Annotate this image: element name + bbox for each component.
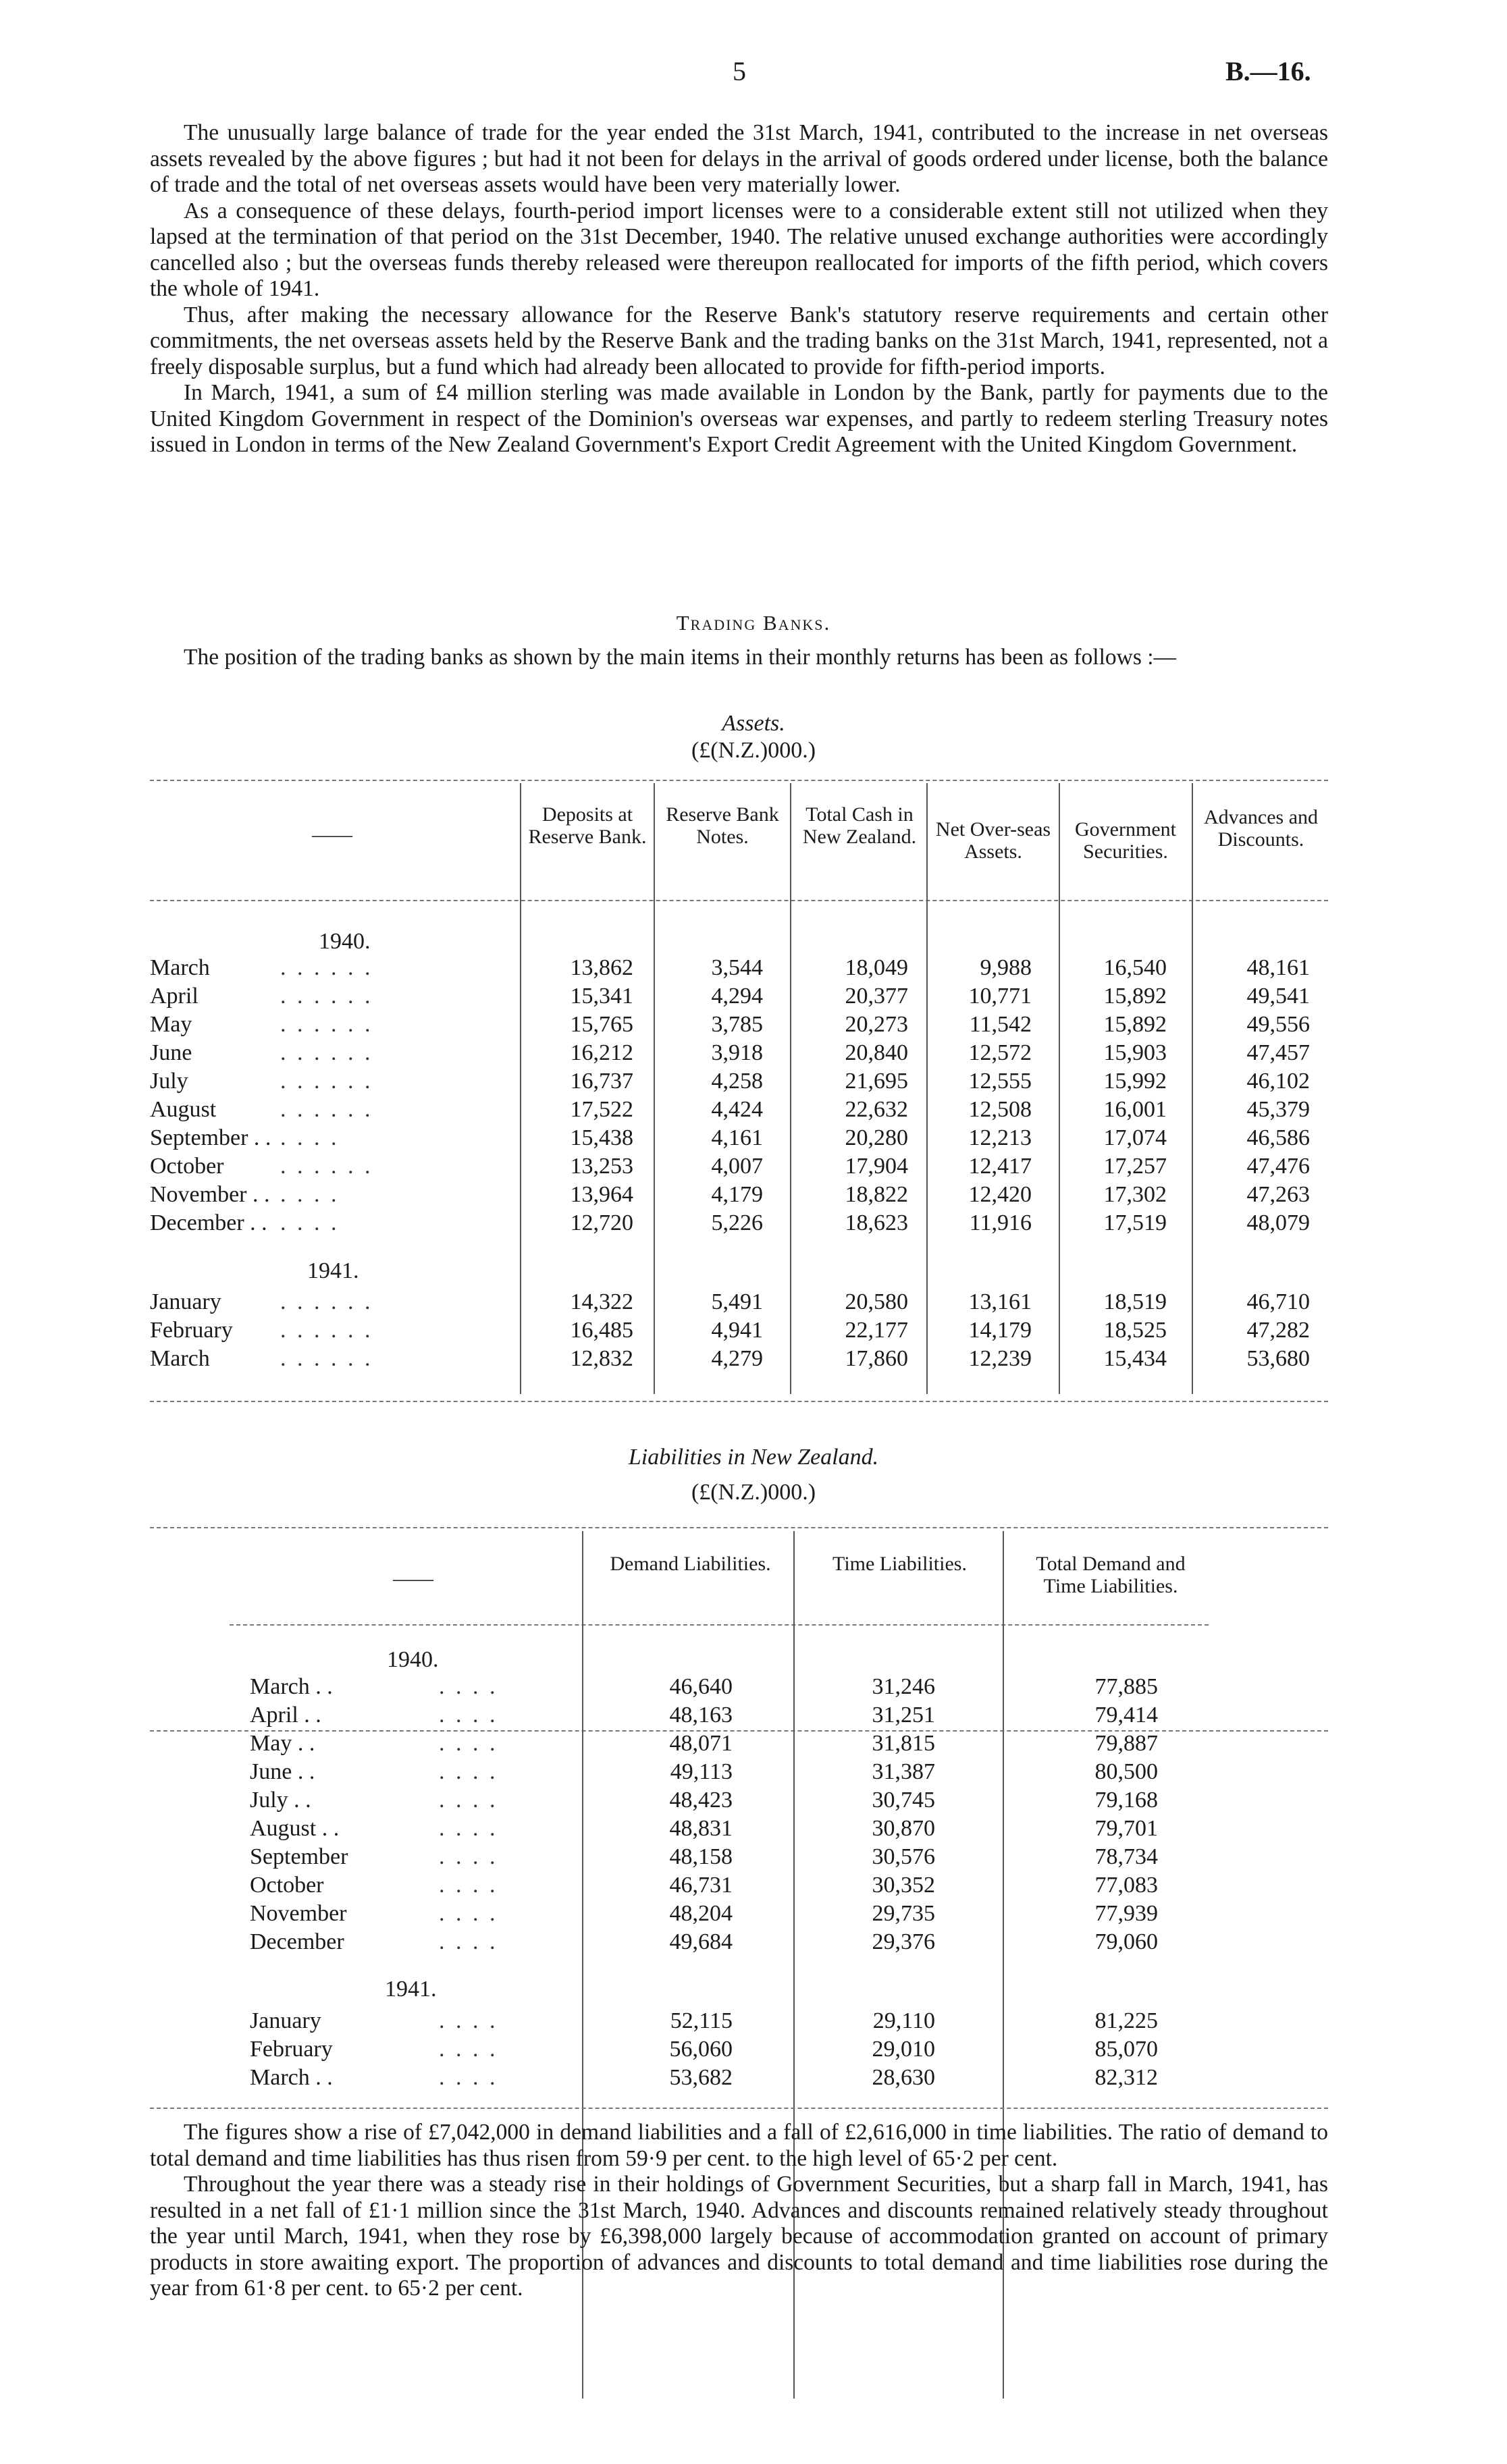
row-label: February — [250, 2037, 333, 2062]
assets-value-cell: 4,941 — [711, 1318, 763, 1343]
assets-value-cell: 4,424 — [711, 1097, 763, 1122]
assets-value-cell: 4,258 — [711, 1069, 763, 1094]
leader-dots: . . . . — [439, 1703, 498, 1728]
leader-dots: . . . . . . — [280, 955, 373, 980]
paragraph: The position of the trading banks as shown by the main items in their monthly returns has been as follows :— — [184, 645, 1177, 670]
table-row — [0, 1759, 1507, 1788]
liabilities-value-cell: 29,376 — [872, 1929, 935, 1954]
liabilities-value-cell: 52,115 — [670, 2008, 733, 2033]
table-row — [0, 1346, 1507, 1374]
leader-dots: . . . . — [280, 1210, 340, 1235]
assets-value-cell: 17,074 — [1103, 1125, 1167, 1150]
table-rule — [150, 900, 1328, 901]
assets-value-cell: 12,213 — [968, 1125, 1032, 1150]
assets-value-cell: 12,832 — [570, 1346, 633, 1371]
assets-value-cell: 3,544 — [711, 955, 763, 980]
liabilities-value-cell: 31,387 — [872, 1759, 935, 1784]
liabilities-value-cell: 48,423 — [669, 1788, 733, 1813]
assets-value-cell: 12,417 — [968, 1154, 1032, 1179]
assets-value-cell: 12,720 — [570, 1210, 633, 1235]
liabilities-value-cell: 77,939 — [1094, 1901, 1158, 1926]
paragraph: The unusually large balance of trade for the year ended the 31st March, 1941, contributed to the increase in net overseas assets revealed by the above figures ; but had it not been for delays in the arrival of goods ordered under license, both the balance of trade and the total of net overseas assets would have been very materially lower. — [150, 120, 1328, 197]
liabilities-value-cell: 30,352 — [872, 1873, 935, 1898]
assets-value-cell: 13,964 — [570, 1182, 633, 1207]
column-header: Total Demand and Time Liabilities. — [1036, 1553, 1186, 1597]
assets-value-cell: 3,785 — [711, 1012, 763, 1037]
liabilities-value-cell: 80,500 — [1094, 1759, 1158, 1784]
row-label: May . . — [250, 1731, 315, 1756]
liabilities-value-cell: 31,251 — [872, 1703, 935, 1728]
leader-dots: . . . . . . — [280, 1069, 373, 1094]
row-label: March . . — [250, 1674, 333, 1699]
assets-value-cell: 5,491 — [711, 1289, 763, 1314]
paragraph: Thus, after making the necessary allowance for the Reserve Bank's statutory reserve requirements and certain other commitments, the net overseas assets held by the Reserve Bank and the trading banks on the 31st March, 1941, represented, not a freely disposable surplus, but a fund which had already been allocated to provide for fifth-period imports. — [150, 302, 1328, 379]
paragraph: As a consequence of these delays, fourth-period import licenses were to a considerable extent still not utilized when they lapsed at the termination of that period on the 31st December, 1940. The relative unused exchange authorities were accordingly cancelled also ; but the overseas funds thereby released were thereupon reallocated for imports of the fifth period, which covers the whole of 1941. — [150, 198, 1328, 301]
assets-value-cell: 20,377 — [845, 984, 908, 1009]
assets-value-cell: 15,992 — [1103, 1069, 1167, 1094]
liabilities-value-cell: 81,225 — [1094, 2008, 1158, 2033]
leader-dots: . . . . — [439, 1901, 498, 1926]
table-row — [0, 1901, 1507, 1929]
section-intro — [150, 645, 1328, 671]
page-number: 5 — [733, 56, 746, 86]
assets-value-cell: 15,341 — [570, 984, 633, 1009]
assets-value-cell: 12,239 — [968, 1346, 1032, 1371]
assets-value-cell: 12,572 — [968, 1040, 1032, 1065]
assets-value-cell: 17,904 — [845, 1154, 908, 1179]
table-row — [0, 1731, 1507, 1759]
assets-value-cell: 4,179 — [711, 1182, 763, 1207]
table-row — [0, 1069, 1507, 1097]
assets-value-cell: 47,476 — [1246, 1154, 1310, 1179]
row-label: May — [150, 1012, 192, 1037]
column-header: Demand Liabilities. — [610, 1553, 771, 1575]
row-label: December — [250, 1929, 344, 1954]
assets-value-cell: 48,079 — [1246, 1210, 1310, 1235]
assets-value-cell: 15,434 — [1103, 1346, 1167, 1371]
column-header: Advances and Discounts. — [1203, 806, 1319, 851]
assets-value-cell: 45,379 — [1246, 1097, 1310, 1122]
table-row — [0, 1873, 1507, 1901]
assets-value-cell: 9,988 — [980, 955, 1032, 980]
liabilities-value-cell: 30,576 — [872, 1844, 935, 1869]
row-label: February — [150, 1318, 233, 1343]
liabilities-value-cell: 49,113 — [670, 1759, 733, 1784]
assets-value-cell: 18,519 — [1103, 1289, 1167, 1314]
assets-value-cell: 14,322 — [570, 1289, 633, 1314]
liabilities-value-cell: 79,060 — [1094, 1929, 1158, 1954]
assets-value-cell: 11,916 — [969, 1210, 1032, 1235]
assets-value-cell: 16,485 — [570, 1318, 633, 1343]
table-row — [0, 1816, 1507, 1844]
table-rule — [150, 1527, 1328, 1528]
intro-text — [150, 120, 1328, 458]
row-label: November — [250, 1901, 347, 1926]
leader-dots: . . . . — [439, 1759, 498, 1784]
row-label: January — [250, 2008, 321, 2033]
assets-value-cell: 18,049 — [845, 955, 908, 980]
row-label: March — [150, 1346, 210, 1371]
assets-value-cell: 17,522 — [570, 1097, 633, 1122]
assets-table-title: Assets. — [722, 711, 785, 736]
row-label: December . . — [150, 1210, 267, 1235]
leader-dots: . . . . — [439, 1844, 498, 1869]
year-label: 1941. — [385, 1977, 437, 2002]
assets-value-cell: 13,862 — [570, 955, 633, 980]
liabilities-value-cell: 31,246 — [872, 1674, 935, 1699]
assets-value-cell: 10,771 — [968, 984, 1032, 1009]
row-label: August — [150, 1097, 217, 1122]
liabilities-value-cell: 77,885 — [1094, 1674, 1158, 1699]
assets-value-cell: 47,263 — [1246, 1182, 1310, 1207]
assets-value-cell: 4,161 — [711, 1125, 763, 1150]
row-label: March — [150, 955, 210, 980]
assets-value-cell: 16,001 — [1103, 1097, 1167, 1122]
leader-dots: . . . . — [439, 1929, 498, 1954]
leader-dots: . . . . — [439, 2065, 498, 2090]
table-row — [0, 984, 1507, 1012]
assets-value-cell: 46,586 — [1246, 1125, 1310, 1150]
liabilities-value-cell: 79,168 — [1094, 1788, 1158, 1813]
column-header: Deposits at Reserve Bank. — [528, 803, 647, 848]
assets-value-cell: 18,525 — [1103, 1318, 1167, 1343]
table-rule — [150, 2108, 1328, 2109]
table-row — [0, 1788, 1507, 1816]
liabilities-value-cell: 82,312 — [1094, 2065, 1158, 2090]
assets-value-cell: 49,556 — [1246, 1012, 1310, 1037]
table-row — [0, 1929, 1507, 1958]
row-label: January — [150, 1289, 221, 1314]
leader-dots: . . . . . . — [280, 1346, 373, 1371]
liabilities-value-cell: 79,887 — [1094, 1731, 1158, 1756]
year-label: 1940. — [387, 1647, 439, 1672]
liabilities-value-cell: 31,815 — [872, 1731, 935, 1756]
leader-dots: . . . . — [439, 1674, 498, 1699]
leader-dots: . . . . — [439, 2008, 498, 2033]
assets-value-cell: 22,177 — [845, 1318, 908, 1343]
assets-value-cell: 12,508 — [968, 1097, 1032, 1122]
assets-value-cell: 46,102 — [1246, 1069, 1310, 1094]
liabilities-value-cell: 30,745 — [872, 1788, 935, 1813]
stub-dash: —— — [312, 824, 352, 846]
leader-dots: . . . . . . — [280, 1289, 373, 1314]
assets-value-cell: 17,302 — [1103, 1182, 1167, 1207]
row-label: March . . — [250, 2065, 333, 2090]
row-label: September . . — [150, 1125, 271, 1150]
closing-text — [150, 2120, 1328, 2302]
assets-value-cell: 13,161 — [968, 1289, 1032, 1314]
table-row — [0, 2065, 1507, 2093]
column-header: Reserve Bank Notes. — [666, 803, 779, 848]
liabilities-value-cell: 56,060 — [669, 2037, 733, 2062]
table-row — [0, 1182, 1507, 1210]
leader-dots: . . . . — [280, 1125, 340, 1150]
liabilities-value-cell: 30,870 — [872, 1816, 935, 1841]
leader-dots: . . . . . . — [280, 1318, 373, 1343]
assets-value-cell: 20,840 — [845, 1040, 908, 1065]
paragraph: In March, 1941, a sum of £4 million sterling was made available in London by the Bank, partly for payments due to the United Kingdom Government in respect of the Dominion's overseas war expenses, and partly to redeem sterling Treasury notes issued in London in terms of the New Zealand Government's Export Credit Agreement with the United Kingdom Government. — [150, 380, 1328, 457]
leader-dots: . . . . — [439, 2037, 498, 2062]
liabilities-value-cell: 53,682 — [669, 2065, 733, 2090]
assets-value-cell: 16,540 — [1103, 955, 1167, 980]
assets-value-cell: 15,438 — [570, 1125, 633, 1150]
table-row — [0, 2008, 1507, 2037]
row-label: September — [250, 1844, 348, 1869]
table-row — [0, 1844, 1507, 1873]
assets-value-cell: 17,860 — [845, 1346, 908, 1371]
stub-dash: —— — [393, 1568, 433, 1590]
assets-value-cell: 22,632 — [845, 1097, 908, 1122]
row-label: June — [150, 1040, 192, 1065]
assets-value-cell: 47,457 — [1246, 1040, 1310, 1065]
assets-value-cell: 15,903 — [1103, 1040, 1167, 1065]
year-label: 1940. — [319, 929, 371, 954]
table-row — [0, 955, 1507, 984]
assets-value-cell: 17,257 — [1103, 1154, 1167, 1179]
table-row — [0, 1040, 1507, 1069]
table-row — [0, 1125, 1507, 1154]
assets-value-cell: 5,226 — [711, 1210, 763, 1235]
assets-value-cell: 18,623 — [845, 1210, 908, 1235]
liabilities-value-cell: 78,734 — [1094, 1844, 1158, 1869]
leader-dots: . . . . — [439, 1731, 498, 1756]
leader-dots: . . . . . . — [280, 1097, 373, 1122]
leader-dots: . . . . . . — [280, 1040, 373, 1065]
liabilities-value-cell: 48,158 — [669, 1844, 733, 1869]
liabilities-value-cell: 28,630 — [872, 2065, 935, 2090]
year-label: 1941. — [307, 1258, 359, 1283]
column-header: Net Over-seas Assets. — [935, 818, 1051, 863]
assets-value-cell: 18,822 — [845, 1182, 908, 1207]
liabilities-value-cell: 46,640 — [669, 1674, 733, 1699]
leader-dots: . . . . . . — [280, 1154, 373, 1179]
assets-value-cell: 49,541 — [1246, 984, 1310, 1009]
table-row — [0, 1318, 1507, 1346]
table-row — [0, 1154, 1507, 1182]
liabilities-value-cell: 29,110 — [872, 2008, 935, 2033]
table-row — [0, 1289, 1507, 1318]
liabilities-value-cell: 79,701 — [1094, 1816, 1158, 1841]
liabilities-value-cell: 49,684 — [669, 1929, 733, 1954]
row-label: July — [150, 1069, 188, 1094]
row-label: November . . — [150, 1182, 270, 1207]
column-header: Government Securities. — [1075, 818, 1176, 863]
assets-value-cell: 20,280 — [845, 1125, 908, 1150]
assets-value-cell: 48,161 — [1246, 955, 1310, 980]
table-row — [0, 2037, 1507, 2065]
leader-dots: . . . . — [439, 1788, 498, 1813]
assets-value-cell: 14,179 — [968, 1318, 1032, 1343]
assets-value-cell: 13,253 — [570, 1154, 633, 1179]
table-rule — [150, 780, 1328, 781]
assets-value-cell: 20,273 — [845, 1012, 908, 1037]
row-label: August . . — [250, 1816, 340, 1841]
assets-value-cell: 16,212 — [570, 1040, 633, 1065]
assets-value-cell: 20,580 — [845, 1289, 908, 1314]
liabilities-value-cell: 48,071 — [669, 1731, 733, 1756]
section-title: Trading Banks. — [676, 611, 831, 635]
paragraph: The figures show a rise of £7,042,000 in demand liabilities and a fall of £2,616,000 in time liabilities. The ratio of demand to total demand and time liabilities has thus risen from 59·9 per cent. to the high level of 65·2 per cent. — [150, 2120, 1328, 2171]
table-rule — [150, 1401, 1328, 1402]
leader-dots: . . . . — [280, 1182, 340, 1207]
row-label: April . . — [250, 1703, 321, 1728]
liabilities-value-cell: 46,731 — [669, 1873, 733, 1898]
assets-value-cell: 12,420 — [968, 1182, 1032, 1207]
column-header: Total Cash in New Zealand. — [802, 803, 917, 848]
assets-value-cell: 3,918 — [711, 1040, 763, 1065]
document-code: B.—16. — [1225, 56, 1311, 86]
assets-value-cell: 16,737 — [570, 1069, 633, 1094]
liabilities-value-cell: 29,010 — [872, 2037, 935, 2062]
liabilities-value-cell: 79,414 — [1094, 1703, 1158, 1728]
liabilities-value-cell: 48,204 — [669, 1901, 733, 1926]
assets-table-unit: (£(N.Z.)000.) — [691, 738, 816, 763]
liabilities-table-title: Liabilities in New Zealand. — [628, 1445, 879, 1470]
row-label: October — [150, 1154, 224, 1179]
assets-value-cell: 4,294 — [711, 984, 763, 1009]
paragraph: Throughout the year there was a steady rise in their holdings of Government Securities, but a sharp fall in March, 1941, has resulted in a net fall of £1·1 million since the 31st March, 1940. Advances and discounts remained relatively steady throughout the year until March, 1941, when they rose by £6,398,000 largely because of accommodation granted on account of primary products in store awaiting export. The proportion of advances and discounts to total demand and time liabilities rose during the year from 61·8 per cent. to 65·2 per cent. — [150, 2172, 1328, 2301]
liabilities-value-cell: 48,163 — [669, 1703, 733, 1728]
row-label: June . . — [250, 1759, 315, 1784]
table-row — [0, 1097, 1507, 1125]
assets-value-cell: 15,765 — [570, 1012, 633, 1037]
assets-value-cell: 12,555 — [968, 1069, 1032, 1094]
assets-value-cell: 15,892 — [1103, 1012, 1167, 1037]
liabilities-value-cell: 77,083 — [1094, 1873, 1158, 1898]
assets-value-cell: 11,542 — [969, 1012, 1032, 1037]
column-header: Time Liabilities. — [832, 1553, 967, 1575]
assets-value-cell: 47,282 — [1246, 1318, 1310, 1343]
assets-value-cell: 17,519 — [1103, 1210, 1167, 1235]
leader-dots: . . . . — [439, 1873, 498, 1898]
assets-value-cell: 21,695 — [845, 1069, 908, 1094]
leader-dots: . . . . . . — [280, 1012, 373, 1037]
table-row — [0, 1674, 1507, 1703]
liabilities-value-cell: 48,831 — [669, 1816, 733, 1841]
leader-dots: . . . . — [439, 1816, 498, 1841]
liabilities-table-unit: (£(N.Z.)000.) — [691, 1480, 816, 1505]
table-rule — [230, 1624, 1209, 1626]
table-row — [0, 1703, 1507, 1731]
assets-value-cell: 53,680 — [1246, 1346, 1310, 1371]
liabilities-value-cell: 85,070 — [1094, 2037, 1158, 2062]
row-label: October — [250, 1873, 324, 1898]
liabilities-value-cell: 29,735 — [872, 1901, 935, 1926]
row-label: July . . — [250, 1788, 311, 1813]
table-row — [0, 1210, 1507, 1239]
assets-value-cell: 46,710 — [1246, 1289, 1310, 1314]
leader-dots: . . . . . . — [280, 984, 373, 1009]
assets-value-cell: 4,007 — [711, 1154, 763, 1179]
assets-value-cell: 15,892 — [1103, 984, 1167, 1009]
table-row — [0, 1012, 1507, 1040]
row-label: April — [150, 984, 199, 1009]
assets-value-cell: 4,279 — [711, 1346, 763, 1371]
